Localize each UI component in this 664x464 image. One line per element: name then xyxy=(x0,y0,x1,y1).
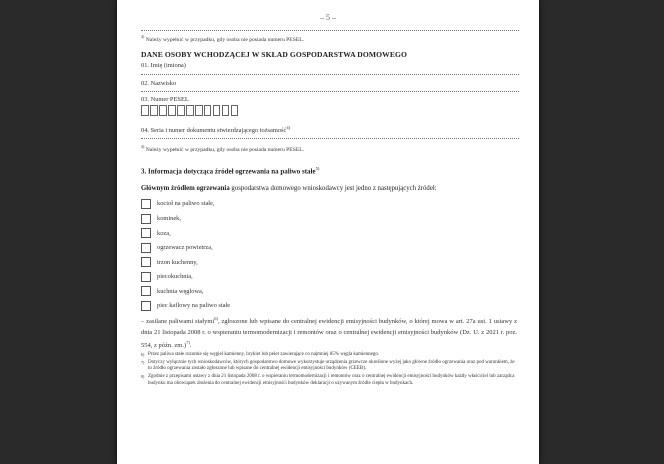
section3-title: 3. Informacja dotycząca źródeł ogrzewania na paliwo stałe$^{5)}$ xyxy=(141,166,320,176)
id-document-field[interactable] xyxy=(141,138,519,139)
pesel-digit-box[interactable] xyxy=(159,105,167,116)
field-id-document-label: 04. Seria i numer dokumentu stwierdzającego tożsamość$^{4)}$ xyxy=(141,125,291,135)
footnote-item: 6) Przez paliwa stałe rozumie się węgiel kamienny, brykiet lub pelet zawierające co najmniej 85% węgla kamiennego. xyxy=(141,352,380,357)
option-label: ogrzewacz powietrza, xyxy=(157,244,213,251)
pesel-digit-box[interactable] xyxy=(186,105,194,116)
footnote-mid: $^{4)}$ Należy wypełnić w przypadku, gdy osoba nie posiada numeru PESEL. xyxy=(141,144,305,153)
pesel-digit-box[interactable] xyxy=(168,105,176,116)
pesel-digit-box[interactable] xyxy=(213,105,221,116)
field-pesel-label: 03. Numer PESEL xyxy=(141,96,189,103)
pesel-digit-box[interactable] xyxy=(204,105,212,116)
checkbox-option[interactable] xyxy=(141,228,151,238)
footnotes-bottom xyxy=(141,352,517,389)
footnote-top: $^{4)}$ Należy wypełnić w przypadku, gdy osoba nie posiada numeru PESEL. xyxy=(141,34,305,43)
checkbox-option[interactable] xyxy=(141,257,151,267)
option-label: kuchnia węglowa, xyxy=(157,288,204,295)
checkbox-option[interactable] xyxy=(141,214,151,224)
pesel-digit-box[interactable] xyxy=(141,105,149,116)
pesel-digit-box[interactable] xyxy=(150,105,158,116)
dotted-line xyxy=(141,30,519,31)
section3-paragraph: – zasilane paliwami stałymi$^{6)}$, zgłoszone lub wpisane do centralnej ewidencji emisyjności budynków, o której mowa w art. 27a ust. 1 ustawy z dnia 21 listopada 2008 r. o wspieraniu termomodernizacji i remontów oraz o centralnej ewidencji emisyjności budynków (Dz. U. z 2021 r. poz. 554, z późn. zm.)$^{7)}$. xyxy=(141,316,517,350)
pesel-digit-box[interactable] xyxy=(177,105,185,116)
footnote-item: 8) Zgodnie z przepisami ustawy z dnia 21 listopada 2008 r. o wspieraniu termomodernizacji i remontów oraz o centralnej ewidencji emisyjności budynków każdy właściciel lub zarządca budynku ma obowiązek złożenia do centralnej ewidencji emisyjności budynków deklaracji o używanym źródle ciepła w budynkach. xyxy=(141,374,515,386)
page-number: – 5 – xyxy=(320,13,336,22)
field-first-name-label: 01. Imię (imiona) xyxy=(141,62,186,69)
checkbox-option[interactable] xyxy=(141,199,151,209)
pesel-digit-box[interactable] xyxy=(195,105,203,116)
option-label: piecokuchnia, xyxy=(157,273,193,280)
checkbox-option[interactable] xyxy=(141,243,151,253)
checkbox-option[interactable] xyxy=(141,301,151,311)
option-label: koza, xyxy=(157,230,171,237)
checkbox-option[interactable] xyxy=(141,286,151,296)
section3-lead: Głównym źródłem ogrzewania gospodarstwa domowego wnioskodawcy jest jedno z następujących źródeł: xyxy=(141,185,437,192)
option-label: kocioł na paliwo stałe, xyxy=(157,200,215,207)
option-label: kominek, xyxy=(157,215,181,222)
footnote-item: 7) Dotyczy wyłącznie tych wnioskodawców, których gospodarstwo domowe wykorzystuje urządzenia grzewcze określone wyżej jako główne źródło ogrzewania oraz pod warunkiem, że to źródło ogrzewania zostało zgłoszone lub wpisane do centralnej ewidencji emisyjności budynków (CEEB). xyxy=(141,360,515,372)
surname-field[interactable] xyxy=(141,91,519,92)
section-heading: DANE OSOBY WCHODZĄCEJ W SKŁAD GOSPODARSTWA DOMOWEGO xyxy=(141,50,407,59)
option-label: trzon kuchenny, xyxy=(157,259,198,266)
field-surname-label: 02. Nazwisko xyxy=(141,80,177,87)
checkbox-option[interactable] xyxy=(141,272,151,282)
first-name-field[interactable] xyxy=(141,74,519,75)
option-label: piec kaflowy na paliwo stałe xyxy=(157,302,231,309)
pesel-digit-box[interactable] xyxy=(231,105,239,116)
pesel-input-boxes[interactable] xyxy=(141,105,240,116)
pesel-digit-box[interactable] xyxy=(222,105,230,116)
document-page xyxy=(117,0,539,464)
